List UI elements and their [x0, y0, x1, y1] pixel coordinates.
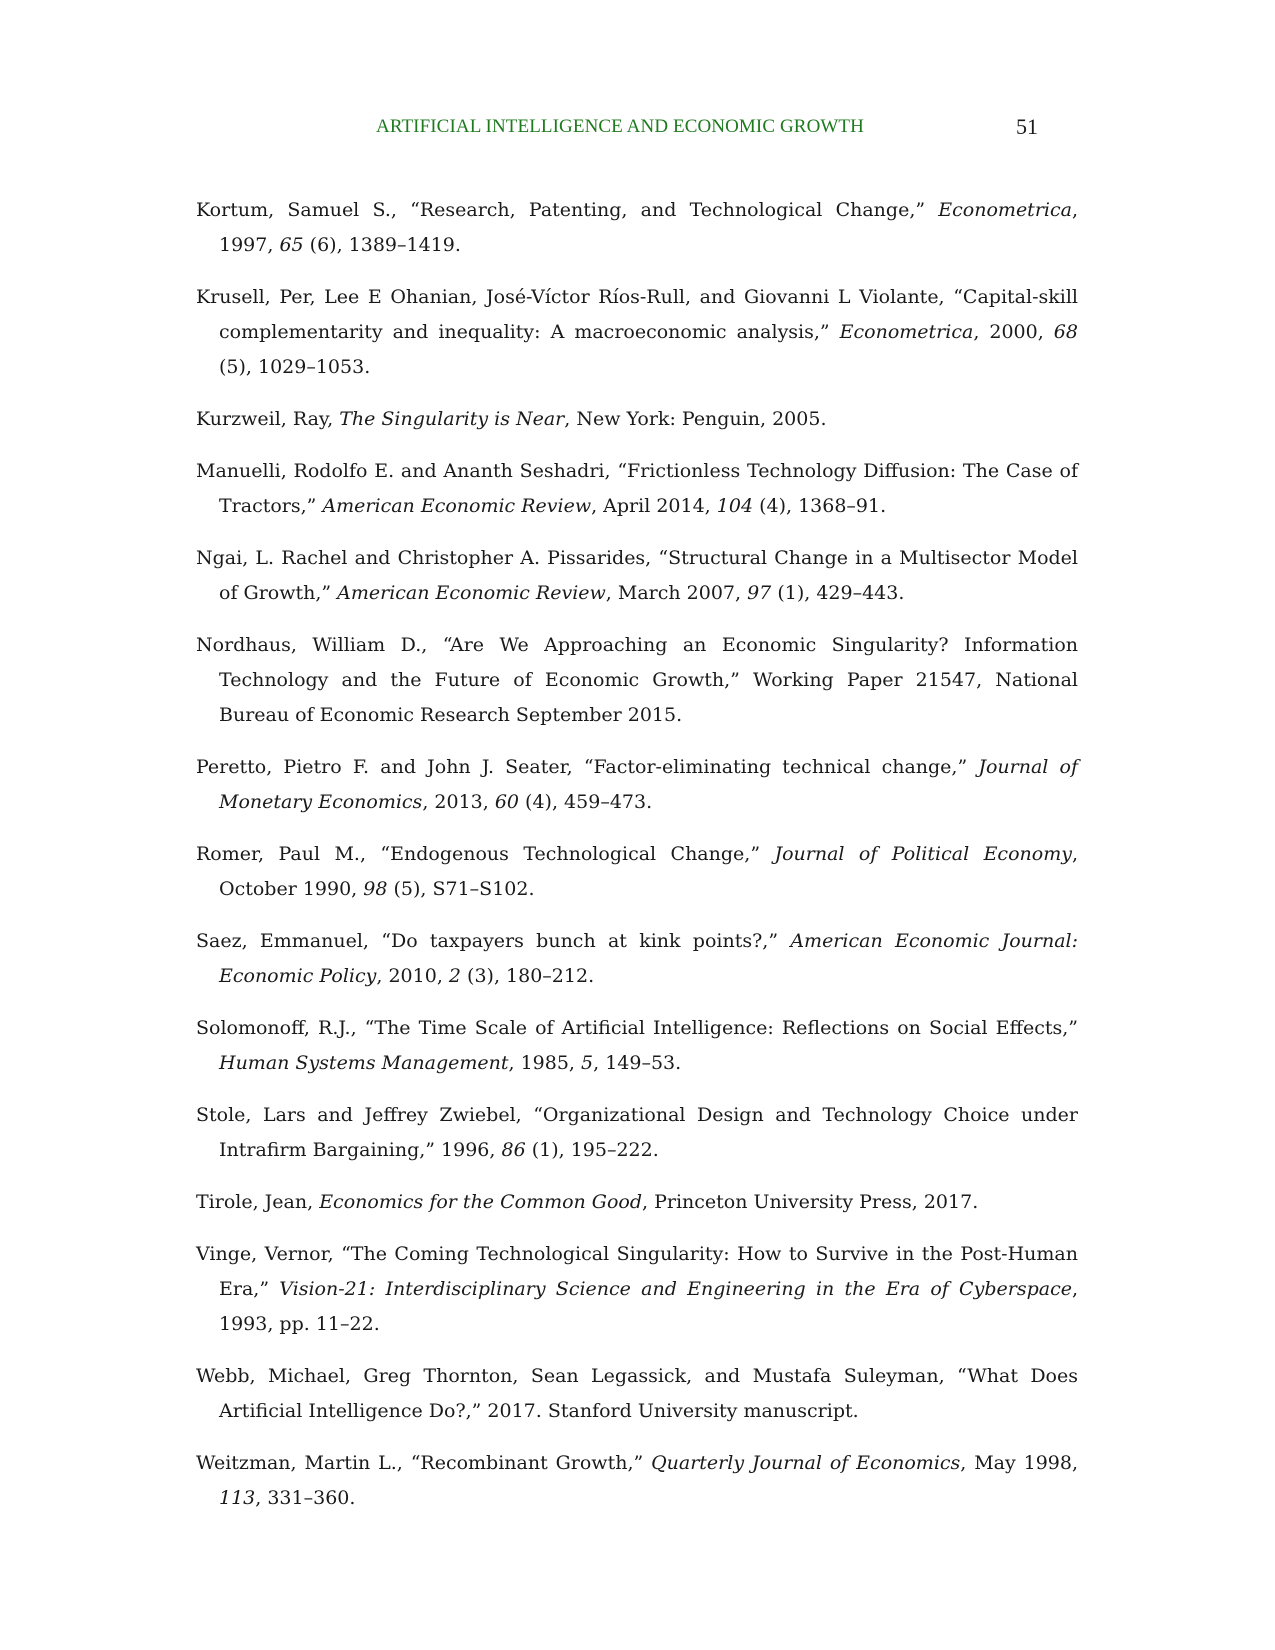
reference-text-segment: Weitzman, Martin L., “Recombinant Growth,” — [196, 1452, 652, 1474]
reference-italic-segment: 65 — [279, 234, 304, 256]
reference-entry — [196, 750, 1078, 820]
reference-italic-segment: Journal of Political Economy — [774, 843, 1072, 865]
reference-italic-segment: 104 — [716, 495, 754, 517]
reference-text-segment: , May 1998, — [960, 1452, 1078, 1474]
reference-text-segment: , New York: Penguin, 2005. — [564, 408, 827, 430]
reference-text-segment: (3), 180–212. — [461, 965, 595, 987]
reference-text-segment: (6), 1389–1419. — [303, 234, 461, 256]
reference-entry — [196, 924, 1078, 994]
reference-italic-segment: 113 — [219, 1487, 256, 1509]
reference-text-segment: Kurzweil, Ray, — [196, 408, 340, 430]
reference-text-segment: Vinge, Vernor, “The Coming Technological Singularity: How to Survive in the Post-Human Era,” — [196, 1243, 1078, 1300]
reference-italic-segment: American Economic Journal: Economic Policy — [219, 930, 1078, 987]
reference-entry — [196, 837, 1078, 907]
reference-italic-segment: American Economic Review — [337, 582, 606, 604]
reference-text-segment: Stole, Lars and Jeffrey Zwiebel, “Organizational Design and Technology Choice under Intrafirm Bargaining,” 1996, — [196, 1104, 1078, 1161]
reference-entry — [196, 280, 1078, 385]
reference-italic-segment: Econometrica — [839, 321, 974, 343]
running-header-title: ARTIFICIAL INTELLIGENCE AND ECONOMIC GROWTH — [376, 116, 864, 137]
reference-italic-segment: 5 — [581, 1052, 594, 1074]
reference-list — [196, 193, 1078, 1533]
reference-text-segment: , 2010, — [376, 965, 449, 987]
reference-italic-segment: 2 — [448, 965, 461, 987]
reference-text-segment: , 149–53. — [593, 1052, 682, 1074]
reference-text-segment: Ngai, L. Rachel and Christopher A. Pissarides, “Structural Change in a Multisector Model of Growth,” — [196, 547, 1078, 604]
reference-text-segment: , March 2007, — [605, 582, 748, 604]
reference-text-segment: , 1997, — [219, 199, 1078, 256]
reference-text-segment: (1), 195–222. — [525, 1139, 659, 1161]
reference-text-segment: Solomonoff, R.J., “The Time Scale of Artificial Intelligence: Reflections on Social Effects,” — [196, 1017, 1078, 1039]
reference-entry — [196, 1011, 1078, 1081]
reference-text-segment: Webb, Michael, Greg Thornton, Sean Legassick, and Mustafa Suleyman, “What Does Artificial Intelligence Do?,” 2017. Stanford University manuscript. — [196, 1365, 1078, 1422]
reference-text-segment: (4), 459–473. — [519, 791, 653, 813]
reference-entry — [196, 1098, 1078, 1168]
reference-text-segment: (5), 1029–1053. — [219, 356, 371, 378]
reference-text-segment: , 1993, pp. 11–22. — [219, 1278, 1078, 1335]
reference-text-segment: (4), 1368–91. — [753, 495, 887, 517]
reference-text-segment: , 2000, — [973, 321, 1054, 343]
reference-text-segment: , October 1990, — [219, 843, 1078, 900]
reference-entry — [196, 1237, 1078, 1342]
reference-text-segment: , 1985, — [508, 1052, 582, 1074]
reference-text-segment: Romer, Paul M., “Endogenous Technological Change,” — [196, 843, 775, 865]
reference-text-segment: , 331–360. — [255, 1487, 356, 1509]
reference-text-segment: (1), 429–443. — [771, 582, 905, 604]
reference-text-segment: Peretto, Pietro F. and John J. Seater, “Factor-eliminating technical change,” — [196, 756, 979, 778]
reference-entry — [196, 1446, 1078, 1516]
reference-text-segment: Tirole, Jean, — [196, 1191, 320, 1213]
reference-entry — [196, 454, 1078, 524]
reference-entry — [196, 628, 1078, 733]
reference-italic-segment: 97 — [747, 582, 772, 604]
reference-italic-segment: 98 — [363, 878, 388, 900]
reference-italic-segment: 68 — [1053, 321, 1078, 343]
reference-text-segment: Nordhaus, William D., “Are We Approaching an Economic Singularity? Information Technology and the Future of Economic Growth,” Working Paper 21547, National Bureau of Economic Research September 2015. — [196, 634, 1078, 726]
reference-text-segment: , 2013, — [422, 791, 495, 813]
reference-text-segment: , Princeton University Press, 2017. — [642, 1191, 979, 1213]
reference-entry — [196, 402, 1078, 437]
reference-text-segment: Manuelli, Rodolfo E. and Ananth Seshadri, “Frictionless Technology Diffusion: The Case of Tractors,” — [196, 460, 1078, 517]
page-number: 51 — [1016, 114, 1038, 139]
reference-italic-segment: Vision-21: Interdisciplinary Science and Engineering in the Era of Cyberspace — [279, 1278, 1072, 1300]
reference-italic-segment: 60 — [494, 791, 520, 813]
reference-entry — [196, 1359, 1078, 1429]
reference-entry — [196, 541, 1078, 611]
reference-text-segment: (5), S71–S102. — [387, 878, 535, 900]
reference-italic-segment: Human Systems Management — [219, 1052, 509, 1074]
reference-italic-segment: Econometrica — [938, 199, 1072, 221]
reference-entry — [196, 193, 1078, 263]
reference-text-segment: Saez, Emmanuel, “Do taxpayers bunch at kink points?,” — [196, 930, 791, 952]
reference-italic-segment: American Economic Review — [322, 495, 592, 517]
reference-text-segment: Kortum, Samuel S., “Research, Patenting, and Technological Change,” — [196, 199, 939, 221]
reference-entry — [196, 1185, 1078, 1220]
reference-italic-segment: Economics for the Common Good — [319, 1191, 643, 1213]
reference-text-segment: Krusell, Per, Lee E Ohanian, José-Víctor Ríos-Rull, and Giovanni L Violante, “Capital-skill complementarity and inequality: A macroeconomic analysis,” — [196, 286, 1078, 343]
reference-text-segment: , April 2014, — [591, 495, 717, 517]
reference-italic-segment: 86 — [501, 1139, 526, 1161]
reference-italic-segment: The Singularity is Near — [339, 408, 565, 430]
reference-italic-segment: Journal of Monetary Economics — [219, 756, 1078, 813]
reference-italic-segment: Quarterly Journal of Economics — [651, 1452, 961, 1474]
